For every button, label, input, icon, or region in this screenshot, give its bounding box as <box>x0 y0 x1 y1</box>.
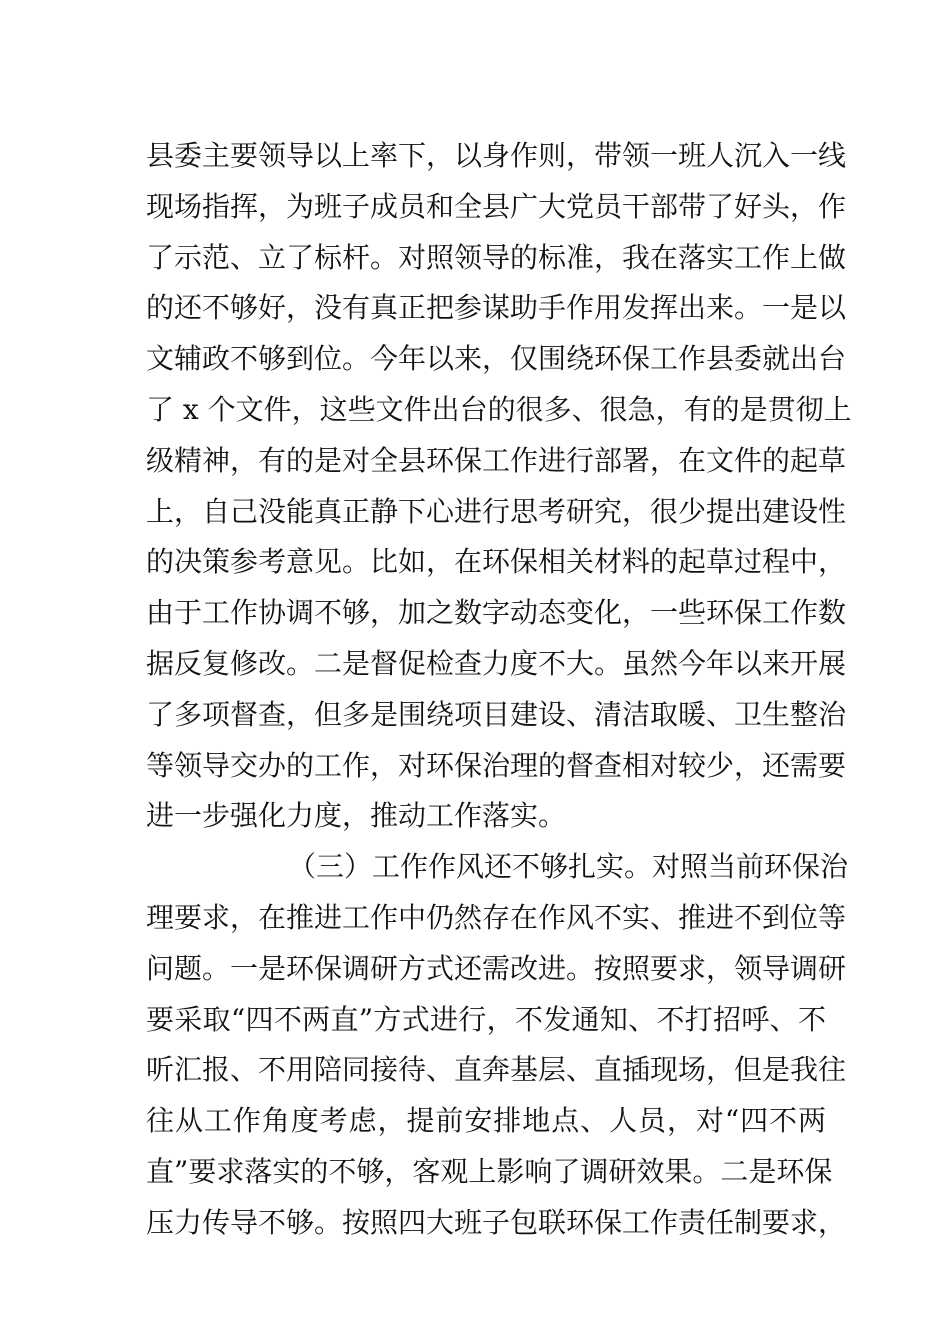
text-line-1: 县委主要领导以上率下，以身作则，带领一班人沉入一线 <box>146 139 847 172</box>
text-line-4: 的还不够好，没有真正把参谋助手作用发挥出来。一是以 <box>146 291 847 325</box>
text-line-3: 了示范、立了标杆。对照领导的标准，我在落实工作上做 <box>146 240 847 274</box>
text-line-13: 等领导交办的工作，对环保治理的督查相对较少，还需要 <box>146 748 847 782</box>
text-line-14: 进一步强化力度，推动工作落实。 <box>146 799 567 833</box>
text-line-8: 上，自己没能真正静下心进行思考研究，很少提出建设性 <box>146 494 847 528</box>
text-line-11: 据反复修改。二是督促检查力度不大。虽然今年以来开展 <box>146 646 847 680</box>
text-line-7: 级精神，有的是对全县环保工作进行部署，在文件的起草 <box>146 443 847 477</box>
text-line-12: 了多项督查，但多是围绕项目建设、清洁取暖、卫生整治 <box>146 697 847 731</box>
section-heading-line: （三）工作作风还不够扎实。对照当前环保治 <box>288 850 849 884</box>
text-line-6: 了 x 个文件，这些文件出台的很多、很急，有的是贯彻上 <box>146 392 852 426</box>
text-line-5: 文辅政不够到位。今年以来，仅围绕环保工作县委就出台 <box>146 342 847 376</box>
text-line-18: 要采取“四不两直”方式进行，不发通知、不打招呼、不 <box>146 1002 826 1036</box>
text-line-9: 的决策参考意见。比如，在环保相关材料的起草过程中， <box>146 545 847 579</box>
text-line-20: 往从工作角度考虑，提前安排地点、人员，对“四不两 <box>146 1104 826 1138</box>
body-text <box>146 131 852 1249</box>
text-line-2: 现场指挥，为班子成员和全县广大党员干部带了好头，作 <box>146 189 847 223</box>
text-line-16: 理要求，在推进工作中仍然存在作风不实、推进不到位等 <box>146 900 847 934</box>
text-line-17: 问题。一是环保调研方式还需改进。按照要求，领导调研 <box>146 951 847 985</box>
text-line-10: 由于工作协调不够，加之数字动态变化，一些环保工作数 <box>146 596 847 630</box>
text-line-19: 听汇报、不用陪同接待、直奔基层、直插现场，但是我往 <box>146 1053 847 1087</box>
text-line-22: 压力传导不够。按照四大班子包联环保工作责任制要求， <box>146 1205 847 1239</box>
text-line-21: 直”要求落实的不够，客观上影响了调研效果。二是环保 <box>146 1154 833 1188</box>
